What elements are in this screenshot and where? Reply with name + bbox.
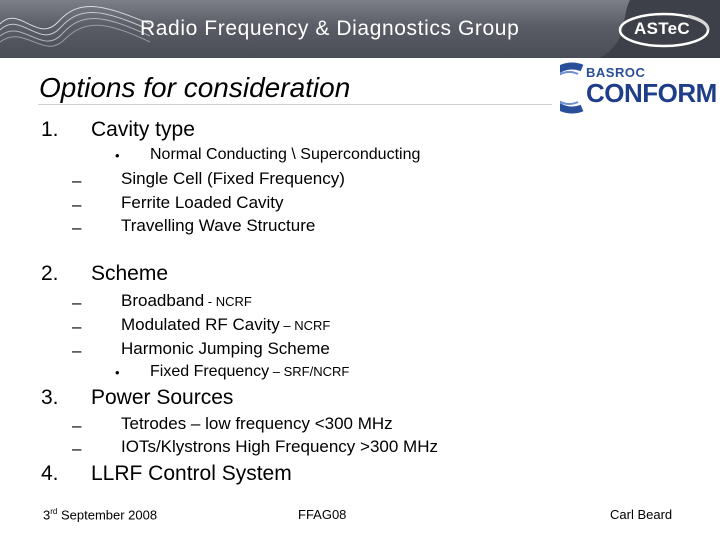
item2-sub-1	[121, 291, 252, 311]
item2-heading: Scheme	[91, 262, 169, 285]
item1-number: 1.	[41, 118, 59, 141]
item3-sub-1: Tetrodes – low frequency <300 MHz	[121, 414, 393, 433]
item1-bullet-text: Normal Conducting \ Superconducting	[150, 146, 421, 163]
item1-bullet: •	[115, 148, 120, 163]
basroc-logo-text: BASROC	[586, 65, 646, 80]
item1-dash-1: –	[72, 171, 82, 190]
header-banner	[0, 0, 720, 58]
item3-dash-2: –	[72, 439, 82, 458]
item4-heading: LLRF Control System	[91, 462, 292, 485]
footer-date-rest: September 2008	[57, 507, 158, 523]
item2-dash-2: –	[72, 317, 82, 336]
item2-bullet-text	[150, 363, 349, 381]
item2-dash-1: –	[72, 293, 82, 312]
item2-bullet: •	[115, 365, 120, 380]
item2-sub-3: Harmonic Jumping Scheme	[121, 339, 330, 358]
item2-number: 2.	[41, 262, 59, 285]
item2-dash-3: –	[72, 341, 82, 360]
item2-bullet-main: Fixed Frequency	[150, 363, 270, 380]
item1-dash-2: –	[72, 195, 82, 214]
item2-sub-1-note: - NCRF	[204, 294, 252, 309]
page-title: Options for consideration	[39, 72, 351, 103]
item2-sub-1-main: Broadband	[121, 291, 205, 310]
item2-sub-2	[121, 315, 330, 335]
item2-sub-2-note: – NCRF	[279, 318, 331, 333]
item1-sub-3: Travelling Wave Structure	[121, 216, 316, 235]
item2-bullet-note: – SRF/NCRF	[269, 364, 350, 379]
banner-title: Radio Frequency & Diagnostics Group	[140, 17, 520, 40]
item3-heading: Power Sources	[91, 386, 234, 409]
footer-date-day: 3	[43, 507, 51, 523]
item3-dash-1: –	[72, 416, 82, 435]
wave-graphic	[0, 0, 150, 58]
footer-author: Carl Beard	[610, 507, 673, 522]
footer-date-suffix: rd	[50, 507, 58, 516]
item1-sub-2: Ferrite Loaded Cavity	[121, 193, 284, 212]
item2-sub-2-main: Modulated RF Cavity	[121, 315, 280, 334]
item3-number: 3.	[41, 386, 59, 409]
title-divider	[38, 104, 552, 105]
footer-event: FFAG08	[298, 507, 347, 522]
item1-sub-1: Single Cell (Fixed Frequency)	[121, 169, 345, 188]
footer-date	[43, 507, 157, 522]
astec-logo-text: ASTeC	[634, 19, 690, 38]
item3-sub-2: IOTs/Klystrons High Frequency >300 MHz	[121, 437, 438, 456]
item1-heading: Cavity type	[91, 118, 195, 141]
item4-number: 4.	[41, 462, 59, 485]
item1-dash-3: –	[72, 218, 82, 237]
conform-logo-text: CONFORM	[586, 78, 717, 108]
